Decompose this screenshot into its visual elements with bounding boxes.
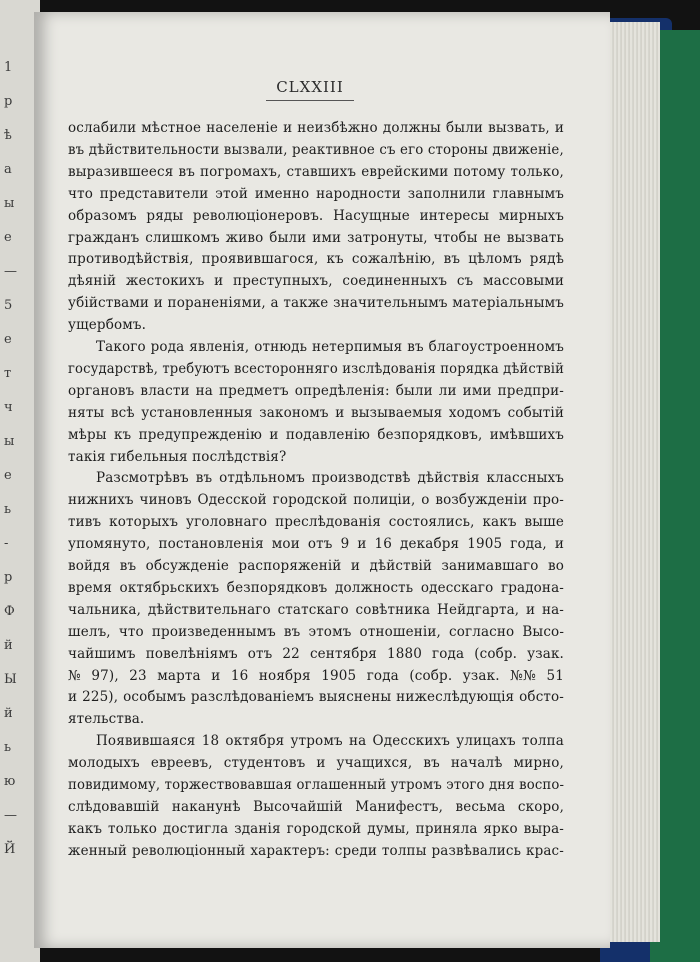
left-page-fragment: е bbox=[4, 468, 12, 483]
left-page-fragment: а bbox=[4, 162, 12, 177]
text-line-content: время октябрьскихъ безпорядковъ должность одесскаго градона- bbox=[68, 579, 564, 596]
header-rule bbox=[266, 100, 354, 101]
left-page-fragment: 1 bbox=[4, 60, 13, 75]
text-line-content: въ дѣйствительности вызвали, реактивное съ его стороны движеніе, bbox=[68, 141, 564, 158]
text-line-content: повидимому, торжествовавшая оглашенный утромъ этого дня воспо- bbox=[68, 777, 565, 793]
left-page-fragment: р bbox=[4, 94, 13, 109]
text-line-content: ослабили мѣстное населеніе и неизбѣжно должны были вызвать, и bbox=[68, 120, 565, 136]
left-page-fragment: Ы bbox=[4, 672, 17, 687]
text-line-content: шелъ, что произведеннымъ въ этомъ отношеніи, согласно Высо- bbox=[68, 623, 565, 640]
left-page-fragment: е bbox=[4, 332, 12, 347]
text-line-content: ущербомъ. bbox=[68, 317, 147, 334]
left-page-fragment: й bbox=[4, 706, 13, 721]
left-page-fragment: т bbox=[4, 366, 12, 381]
text-line-content: войдя въ обсужденіе распоряженій и дѣйствій занимавшаго во bbox=[68, 558, 565, 574]
text-line-content: и 225), особымъ разслѣдованіемъ выяснены нижеслѣдующія обсто- bbox=[68, 689, 565, 706]
text-line-content: слѣдовавшій наканунѣ Высочайшій Манифестъ, весьма скоро, bbox=[68, 798, 565, 815]
page-edges bbox=[606, 22, 660, 942]
text-line-content: женный революціонный характеръ: среди толпы развѣвались крас- bbox=[68, 842, 564, 859]
left-page-fragment: 5 bbox=[4, 298, 13, 313]
text-line-content: противодѣйствія, проявившагося, къ сожалѣнію, въ цѣломъ рядѣ bbox=[68, 251, 565, 268]
left-page-fragment: — bbox=[4, 808, 17, 823]
text-line-content: убійствами и пораненіями, а также значительнымъ матеріальнымъ bbox=[68, 295, 564, 312]
text-line-content: мѣры къ предупрежденію и подавленію безпорядковъ, имѣвшихъ bbox=[68, 426, 564, 443]
text-line-content: молодыхъ евреевъ, студентовъ и учащихся, въ началѣ мирно, bbox=[68, 755, 564, 772]
text-line-content: тивъ которыхъ уголовнаго преслѣдованія состоялись, какъ выше bbox=[68, 514, 564, 531]
text-line-content: няты всѣ установленныя закономъ и вызываемыя ходомъ событій bbox=[68, 404, 564, 421]
text-line-content: органовъ власти на предметъ опредѣленія: были ли ими предпри- bbox=[68, 382, 565, 399]
text-line-content: ятельства. bbox=[68, 711, 145, 728]
text-line-content: что представители этой именно народности заполнили главнымъ bbox=[68, 185, 564, 202]
text-line-content: чайшимъ повелѣніямъ отъ 22 сентября 1880 года (собр. узак. bbox=[68, 645, 564, 662]
text-line-content: какъ только достигла зданія городской думы, приняла ярко выра- bbox=[68, 820, 565, 837]
left-page-fragment: ь bbox=[4, 502, 12, 517]
left-page-fragment: — bbox=[4, 264, 17, 279]
text-line-content: нижнихъ чиновъ Одесской городской полиціи, о возбужденіи про- bbox=[68, 492, 565, 509]
text-line-content: чальника, дѣйствительнаго статскаго совѣтника Нейдгарта, и на- bbox=[68, 601, 565, 618]
left-page-fragment: р bbox=[4, 570, 13, 585]
text-line-content: упомянуто, постановленія мои отъ 9 и 16 декабря 1905 года, и bbox=[68, 536, 565, 553]
left-page-fragment: й bbox=[4, 638, 13, 653]
text-line-content: № 97), 23 марта и 16 ноября 1905 года (собр. узак. №№ 51 bbox=[68, 667, 564, 684]
text-line-content: выразившееся въ погромахъ, ставшихъ еврейскими потому только, bbox=[68, 163, 564, 180]
text-line-content: государствѣ, требуютъ всесторонняго изслѣдованія порядка дѣйствій bbox=[68, 360, 565, 377]
left-page-fragment: ч bbox=[4, 400, 13, 415]
page-number: CLXXIII bbox=[276, 78, 344, 96]
left-page-fragment: ы bbox=[4, 196, 15, 211]
left-page-fragment: Ф bbox=[4, 604, 15, 619]
text-line-content: дѣяній жестокихъ и преступныхъ, соединенныхъ съ массовыми bbox=[68, 273, 565, 290]
book-page bbox=[34, 12, 610, 948]
text-line-content: образомъ ряды революціонеровъ. Насущные интересы мирныхъ bbox=[68, 207, 564, 224]
text-line-content: такія гибельныя послѣдствія? bbox=[68, 448, 287, 465]
text-line-content: Такого рода явленія, отнюдь нетерпимыя въ благоустроенномъ bbox=[96, 339, 564, 355]
left-page-fragment: е bbox=[4, 230, 12, 245]
left-page-fragment: ы bbox=[4, 434, 15, 449]
left-page-fragment: ь bbox=[4, 740, 12, 755]
text-line-content: Разсмотрѣвъ въ отдѣльномъ производствѣ дѣйствія классныхъ bbox=[96, 470, 564, 487]
left-page-fragment: ю bbox=[4, 774, 16, 789]
left-page-fragment: ѣ bbox=[4, 128, 12, 143]
left-page-fragment: Й bbox=[4, 842, 16, 857]
text-line-content: гражданъ слишкомъ живо были ими затронуты, чтобы не вызвать bbox=[68, 229, 564, 246]
left-page-fragment: - bbox=[4, 536, 9, 551]
text-line-content: Появившаяся 18 октября утромъ на Одесскихъ улицахъ толпа bbox=[96, 733, 564, 750]
